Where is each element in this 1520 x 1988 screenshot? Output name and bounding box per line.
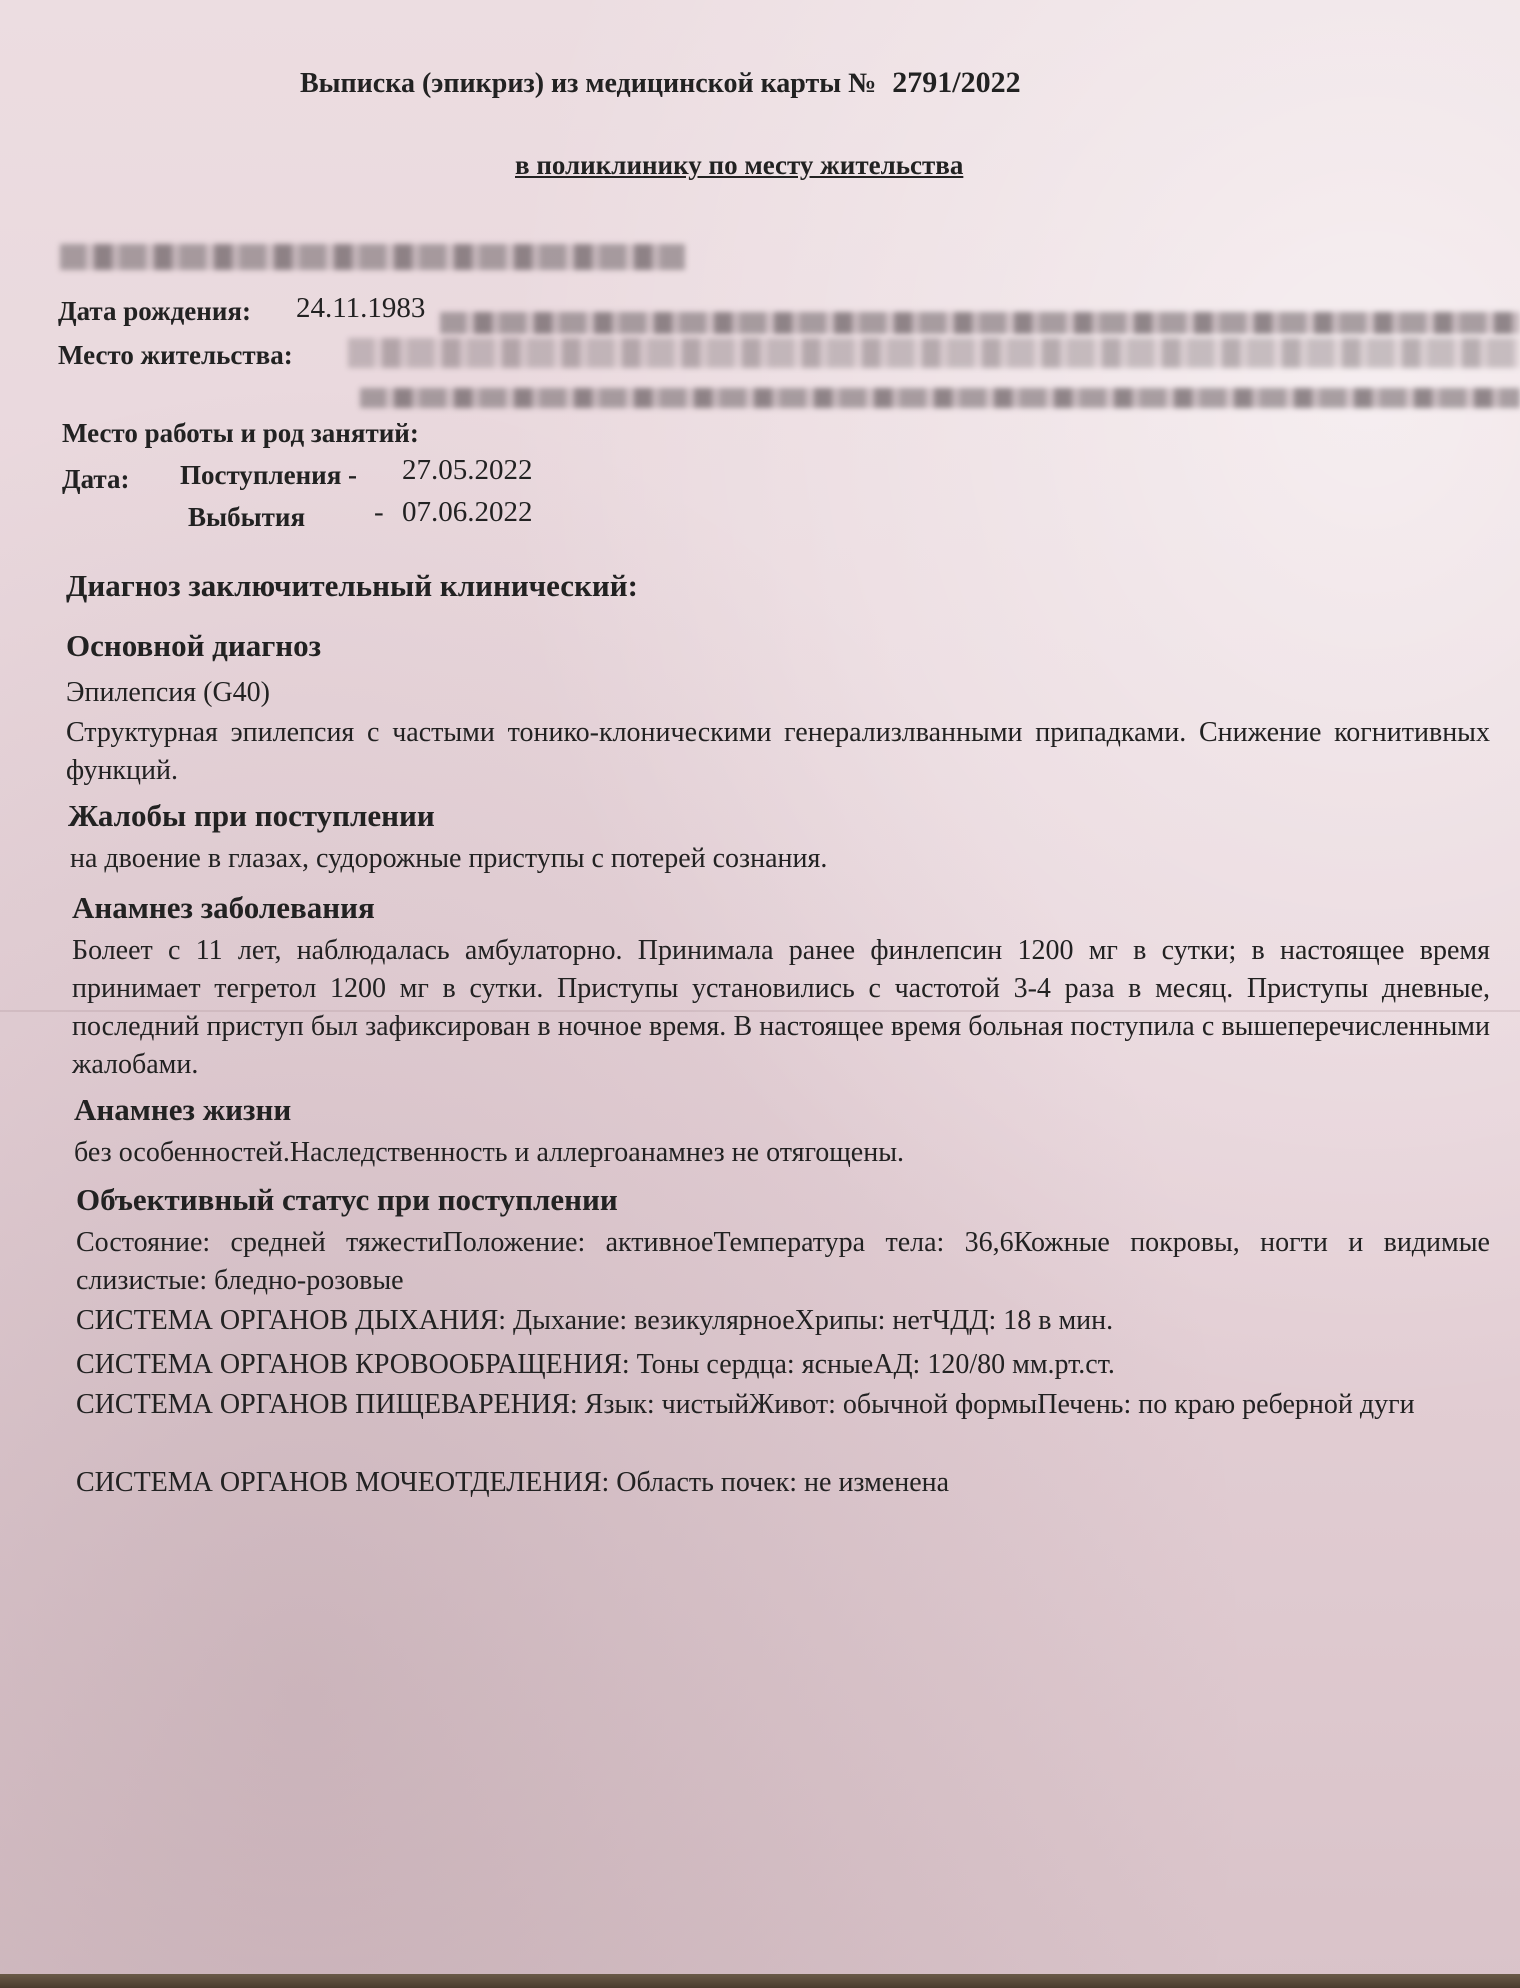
document-title-text: Выписка (эпикриз) из медицинской карты № [300,68,877,99]
discharge-date: 07.06.2022 [402,496,533,528]
redacted-residence-line-1 [440,312,1520,334]
objective-state-text: Состояние: средней тяжестиПоложение: активноеТемпература тела: 36,6Кожные покровы, ногти и видимые слизистые: бледно-розовые [76,1227,1490,1296]
final-diagnosis-heading: Диагноз заключительный клинический: [66,568,638,603]
complaints-text: на двоение в глазах, судорожные приступы с потерей сознания. [70,843,828,874]
main-diagnosis-heading: Основной диагноз [66,628,322,663]
urinary-system-text: СИСТЕМА ОРГАНОВ МОЧЕОТДЕЛЕНИЯ: Область почек: не изменена [76,1467,950,1498]
redacted-patient-name [60,244,685,270]
anamnesis-disease-text: Болеет с 11 лет, наблюдалась амбулаторно. Принимала ранее финлепсин 1200 мг в сутки; в настоящее время принимает тегретол 1200 мг в сутки. Приступы установились с частотой 3-4 раза в месяц. Приступы дневные, последний приступ был зафиксирован в ночное время. В настоящее время больная поступила с вышеперечисленными жалобами. [72,935,1490,1080]
digestive-system-text: СИСТЕМА ОРГАНОВ ПИЩЕВАРЕНИЯ: Язык: чистыйЖивот: обычной формыПечень: по краю реберной дуги [76,1389,1415,1420]
admission-date: 27.05.2022 [402,454,533,486]
birth-date-value: 24.11.1983 [296,292,426,324]
residence-label: Место жительства: [58,340,293,370]
discharge-dash: - [374,496,384,528]
anamnesis-life-text: без особенностей.Наследственность и аллергоанамнез не отягощены. [74,1137,905,1168]
discharge-label: Выбытия [188,502,306,532]
paper-fold-line [0,1010,1520,1012]
respiratory-system-text: СИСТЕМА ОРГАНОВ ДЫХАНИЯ: Дыхание: везикулярноеХрипы: нетЧДД: 18 в мин. [76,1305,1114,1336]
complaints-heading: Жалобы при поступлении [68,798,435,833]
redacted-residence-line-3 [360,388,1520,408]
birth-date-label: Дата рождения: [58,296,251,326]
redacted-residence-line-2 [348,338,1520,368]
document-title [300,66,1200,100]
table-surface-edge [0,1974,1520,1988]
anamnesis-life-heading: Анамнез жизни [74,1092,292,1127]
circulatory-system-text: СИСТЕМА ОРГАНОВ КРОВООБРАЩЕНИЯ: Тоны сердца: ясныеАД: 120/80 мм.рт.ст. [76,1349,1115,1380]
main-diagnosis-code: Эпилепсия (G40) [66,677,270,708]
card-number: 2791/2022 [892,66,1021,99]
main-diagnosis-text: Структурная эпилепсия с частыми тонико-клоническими генерализлванными припадками. Снижение когнитивных функций. [66,717,1490,786]
anamnesis-disease-heading: Анамнез заболевания [72,890,375,925]
document-subtitle: в поликлинику по месту жительства [515,150,964,180]
date-label: Дата: [62,464,130,494]
objective-heading: Объективный статус при поступлении [76,1182,618,1217]
admission-label: Поступления - [180,460,358,490]
workplace-label: Место работы и род занятий: [62,418,419,448]
